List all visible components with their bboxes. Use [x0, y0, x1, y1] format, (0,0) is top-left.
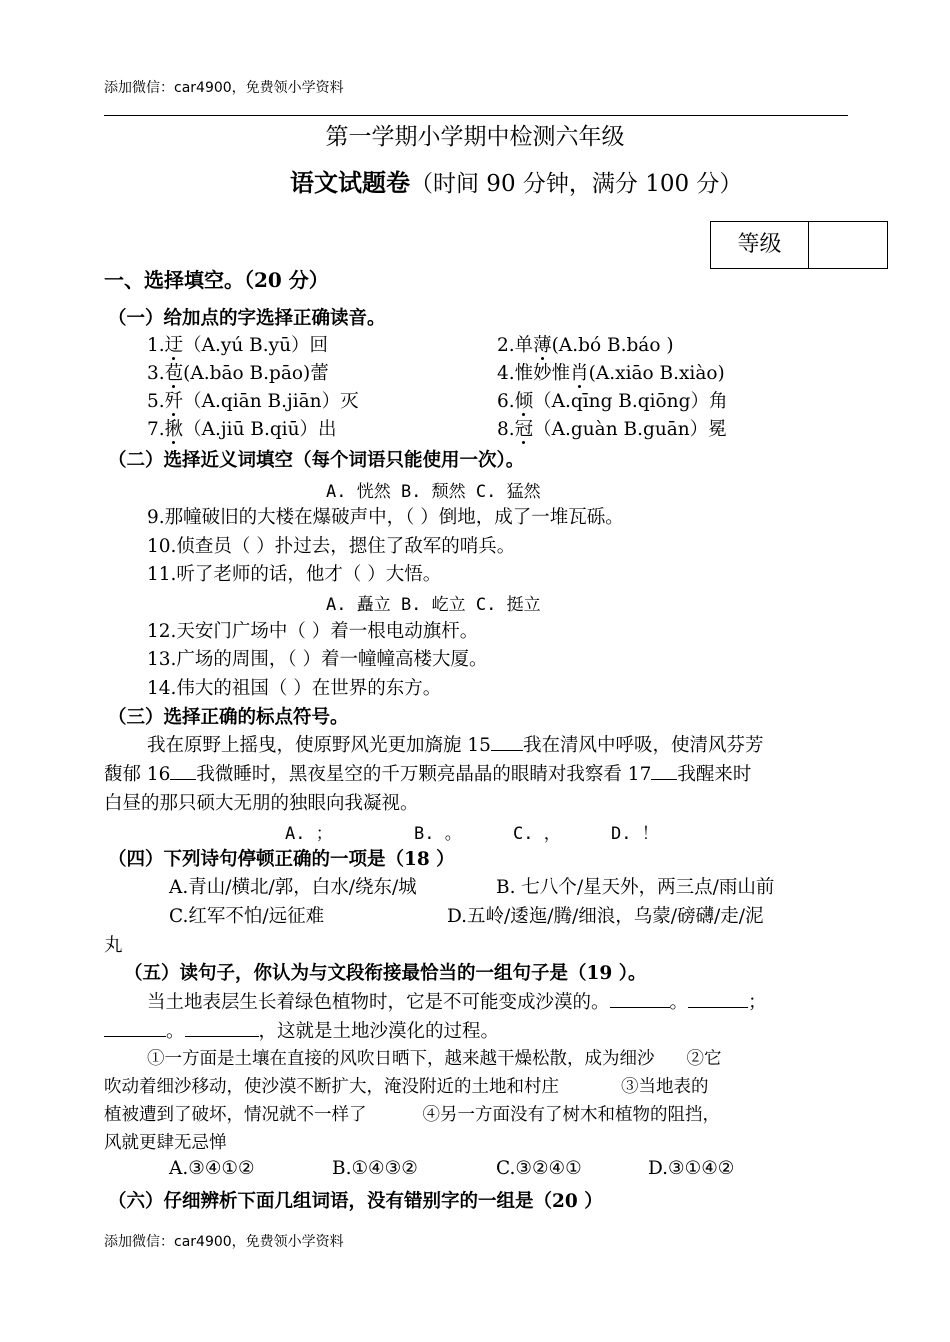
grade-box: [710, 221, 888, 269]
passage-blank-2: [688, 1007, 748, 1008]
punct-option-a: A. ；: [285, 824, 333, 844]
grade-label: 等级: [711, 222, 809, 268]
footer-note: 添加微信：car4900，免费领小学资料: [104, 1234, 344, 1250]
passage-blank-4: [185, 1036, 259, 1037]
synonym-options-a: A. 恍然 B. 颓然 C. 猛然: [326, 482, 541, 502]
part-6-title: （六）仔细辨析下面几组词语，没有错别字的一组是（20 ）: [108, 1191, 603, 1212]
order-option-c: C.③②④①: [496, 1158, 582, 1179]
pinyin-item-3: 3.苞(A.bāo B.pāo)蕾: [147, 363, 329, 384]
question-13: 13.广场的周围，（ ）着一幢幢高楼大厦。: [147, 649, 488, 670]
dotted-char: 揪: [164, 419, 184, 440]
exam-time-info: （时间 90 分钟，满分 100 分）: [410, 171, 743, 197]
passage-line-2: 。 ，这就是土地沙漠化的过程。: [104, 1017, 499, 1043]
part-2-title: （二）选择近义词填空（每个词语只能使用一次）。: [108, 450, 525, 471]
punct-option-d: D. ！: [611, 824, 659, 844]
dotted-char: 冠: [514, 419, 534, 440]
part-4-title: （四）下列诗句停顿正确的一项是（18 ）: [108, 849, 455, 870]
dotted-char: 迂: [164, 335, 184, 356]
question-14: 14.伟大的祖国（ ）在世界的东方。: [147, 678, 442, 699]
sentence-options-line-4: 风就更肆无忌惮: [104, 1133, 227, 1153]
sentence-options-line-1: ①一方面是土壤在直接的风吹日晒下，越来越干燥松散，成为细沙 ②它: [147, 1049, 722, 1069]
pinyin-item-6: 6.倾（A.qīng B.qiōng）角: [497, 391, 728, 412]
sentence-options-line-3: 植被遭到了破坏，情况就不一样了 ④另一方面没有了树木和植物的阻挡，: [104, 1105, 720, 1125]
punct-option-b: B. 。: [414, 824, 462, 844]
order-option-b: B.①④③②: [332, 1158, 418, 1179]
answer-blank-17: [651, 779, 677, 780]
punctuation-passage-line-3: 白昼的那只硕大无朋的独眼向我凝视。: [104, 793, 419, 814]
synonym-options-b: A. 矗立 B. 屹立 C. 挺立: [326, 595, 541, 615]
subject-title: 语文试题卷: [290, 168, 410, 197]
dotted-char: 倾: [514, 391, 534, 412]
exam-subtitle: [290, 163, 742, 198]
punct-option-c: C. ，: [513, 824, 561, 844]
pinyin-item-8: 8.冠（A.guàn B.guān）冕: [497, 419, 727, 440]
order-option-a: A.③④①②: [169, 1158, 255, 1179]
pinyin-item-1: 1.迂（A.yú B.yū）回: [147, 335, 329, 356]
grade-value-cell: [809, 222, 887, 268]
answer-blank-16: [170, 779, 196, 780]
poem-option-d: D.五岭/逶迤/腾/细浪，乌蒙/磅礴/走/泥: [447, 906, 764, 927]
poem-option-d-continued: 丸: [104, 935, 123, 956]
question-10: 10.侦查员（ ）扑过去，摁住了敌军的哨兵。: [147, 536, 516, 557]
passage-blank-1: [610, 1007, 670, 1008]
dotted-char: 苞: [164, 363, 184, 384]
sentence-options-line-2: 吹动着细沙移动，使沙漠不断扩大，淹没附近的土地和村庄 ③当地表的: [104, 1077, 709, 1097]
pinyin-item-4: 4.惟妙惟肖(A.xiāo B.xiào): [497, 363, 725, 384]
exam-title: 第一学期小学期中检测六年级: [325, 124, 625, 150]
dotted-char: 歼: [164, 391, 184, 412]
poem-option-c: C.红军不怕/远征难: [169, 906, 325, 927]
question-12: 12.天安门广场中（ ）着一根电动旗杆。: [147, 621, 479, 642]
question-9: 9.那幢破旧的大楼在爆破声中，（ ）倒地，成了一堆瓦砾。: [147, 507, 624, 528]
question-11: 11.听了老师的话，他才（ ）大悟。: [147, 564, 442, 585]
dotted-char: 肖: [570, 363, 589, 384]
pinyin-item-7: 7.揪（A.jiū B.qiū）出: [147, 419, 337, 440]
pinyin-item-5: 5.歼（A.qiān B.jiān）灭: [147, 391, 359, 412]
order-option-d: D.③①④②: [648, 1158, 735, 1179]
section-1-title: 一、选择填空。（20 分）: [104, 268, 329, 292]
dotted-char: 薄: [533, 335, 552, 356]
punctuation-passage-line-1: 我在原野上摇曳，使原野风光更加旖旎 15 我在清风中呼吸，使清风芬芳: [147, 735, 764, 756]
header-rule: [104, 115, 848, 116]
answer-blank-15: [491, 750, 523, 751]
header-note: 添加微信：car4900，免费领小学资料: [104, 80, 344, 96]
part-3-title: （三）选择正确的标点符号。: [108, 707, 349, 728]
punctuation-passage-line-2: 馥郁 16 我微睡时，黑夜星空的千万颗亮晶晶的眼睛对我察看 17 我醒来时: [104, 764, 752, 785]
poem-option-b: B. 七八个/星天外，两三点/雨山前: [496, 877, 775, 898]
pinyin-item-2: 2.单薄(A.bó B.báo ): [497, 335, 674, 356]
passage-blank-3: [104, 1036, 166, 1037]
poem-option-a: A.青山/横北/郭，白水/绕东/城: [169, 877, 417, 898]
part-1-title: （一）给加点的字选择正确读音。: [108, 308, 386, 329]
part-5-title: （五）读句子，你认为与文段衔接最恰当的一组句子是（19 ）。: [124, 963, 647, 984]
passage-line-1: 当土地表层生长着绿色植物时，它是不可能变成沙漠的。 。 ；: [147, 992, 767, 1013]
